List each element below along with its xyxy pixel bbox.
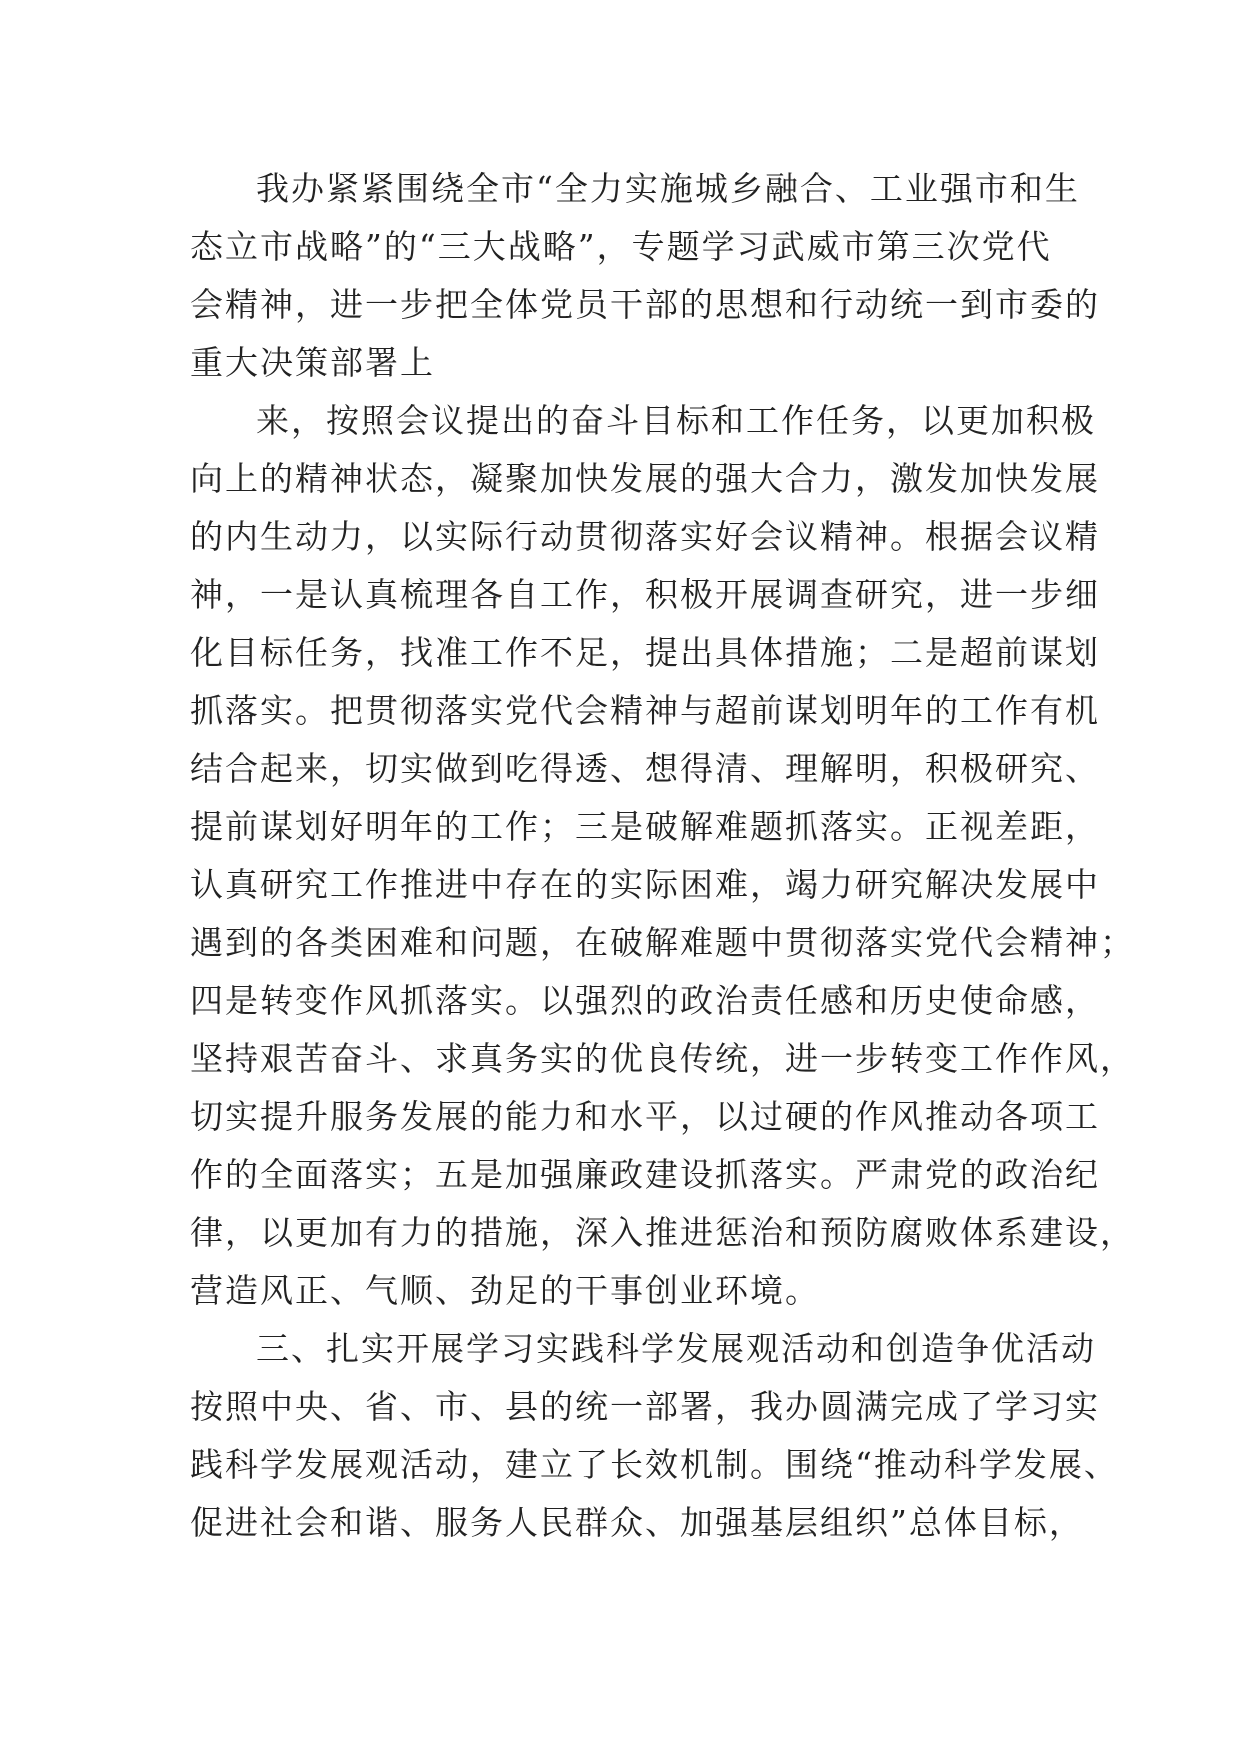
- paragraph-1-line-1: 我办紧紧围绕全市“全力实施城乡融合、工业强市和生: [256, 169, 1080, 208]
- body-text: [190, 160, 1135, 1552]
- paragraph-2-line-3: 的内生动力，以实际行动贯彻落实好会议精神。根据会议精: [190, 517, 1100, 556]
- paragraph-3-line-1: 三、扎实开展学习实践科学发展观活动和创造争优活动: [256, 1329, 1096, 1368]
- paragraph-1-line-2: 态立市战略”的“三大战略”，专题学习武威市第三次党代: [190, 227, 1052, 266]
- paragraph-2-line-8: 提前谋划好明年的工作；三是破解难题抓落实。正视差距，: [190, 807, 1100, 846]
- paragraph-3-line-4: 促进社会和谐、服务人民群众、加强基层组织”总体目标，: [190, 1503, 1084, 1542]
- paragraph-2-line-5: 化目标任务，找准工作不足，提出具体措施；二是超前谋划: [190, 633, 1100, 672]
- paragraph-2-line-7: 结合起来，切实做到吃得透、想得清、理解明，积极研究、: [190, 749, 1100, 788]
- paragraph-2-line-4: 神，一是认真梳理各自工作，积极开展调查研究，进一步细: [190, 575, 1100, 614]
- paragraph-3-line-3: 践科学发展观活动，建立了长效机制。围绕“推动科学发展、: [190, 1445, 1119, 1484]
- paragraph-3-line-2: 按照中央、省、市、县的统一部署，我办圆满完成了学习实: [190, 1387, 1100, 1426]
- paragraph-2-line-9: 认真研究工作推进中存在的实际困难，竭力研究解决发展中: [190, 865, 1100, 904]
- paragraph-2-line-11: 四是转变作风抓落实。以强烈的政治责任感和历史使命感，: [190, 981, 1100, 1020]
- paragraph-2-line-15: 律，以更加有力的措施，深入推进惩治和预防腐败体系建设，: [190, 1213, 1135, 1252]
- paragraph-1-line-4: 重大决策部署上: [190, 343, 435, 382]
- paragraph-1-line-3: 会精神，进一步把全体党员干部的思想和行动统一到市委的: [190, 285, 1100, 324]
- paragraph-2-line-13: 切实提升服务发展的能力和水平，以过硬的作风推动各项工: [190, 1097, 1100, 1136]
- paragraph-2-line-1: 来，按照会议提出的奋斗目标和工作任务，以更加积极: [256, 401, 1096, 440]
- paragraph-2-line-2: 向上的精神状态，凝聚加快发展的强大合力，激发加快发展: [190, 459, 1100, 498]
- paragraph-2-line-14: 作的全面落实；五是加强廉政建设抓落实。严肃党的政治纪: [190, 1155, 1100, 1194]
- paragraph-2-line-16: 营造风正、气顺、劲足的干事创业环境。: [190, 1271, 820, 1310]
- paragraph-2-line-10: 遇到的各类困难和问题，在破解难题中贯彻落实党代会精神；: [190, 923, 1135, 962]
- paragraph-2-line-12: 坚持艰苦奋斗、求真务实的优良传统，进一步转变工作作风，: [190, 1039, 1135, 1078]
- paragraph-2-line-6: 抓落实。把贯彻落实党代会精神与超前谋划明年的工作有机: [190, 691, 1100, 730]
